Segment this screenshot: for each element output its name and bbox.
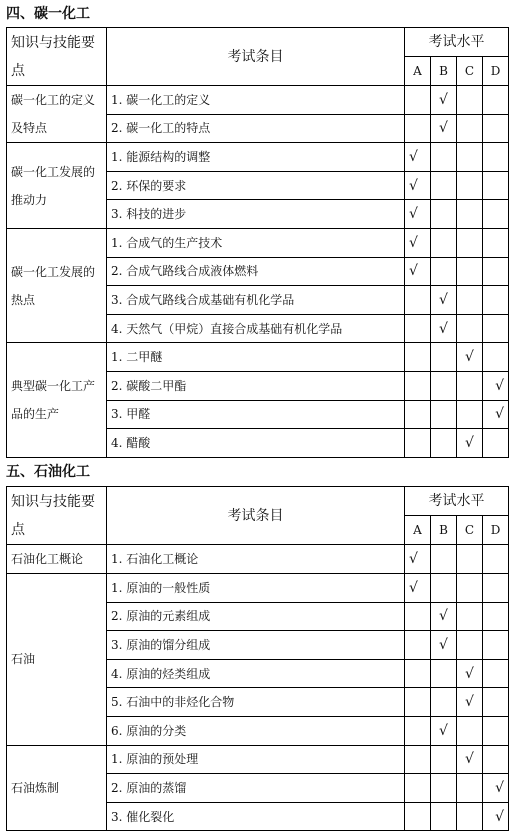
level-c-cell	[457, 602, 483, 631]
item-cell: 2. 原油的蒸馏	[107, 774, 405, 803]
level-d-cell	[483, 802, 509, 831]
item-cell: 1. 原油的预处理	[107, 745, 405, 774]
topic-cell: 石油炼制	[7, 745, 107, 831]
check-mark: √	[409, 579, 418, 596]
level-header: 考试水平	[405, 28, 509, 57]
topic-header: 知识与技能要点	[7, 487, 107, 545]
level-a-header: A	[405, 516, 431, 545]
check-mark: √	[465, 751, 474, 768]
item-cell: 2. 环保的要求	[107, 171, 405, 200]
level-d-cell	[483, 429, 509, 458]
level-d-cell	[483, 143, 509, 172]
level-a-cell	[405, 343, 431, 372]
table-row	[7, 143, 509, 172]
check-mark: √	[409, 263, 418, 280]
level-c-cell	[457, 802, 483, 831]
level-b-cell	[431, 802, 457, 831]
level-b-cell	[431, 228, 457, 257]
item-cell: 3. 合成气路线合成基础有机化学品	[107, 286, 405, 315]
level-b-cell	[431, 143, 457, 172]
level-c-cell	[457, 716, 483, 745]
check-mark: √	[409, 234, 418, 251]
level-b-cell	[431, 659, 457, 688]
level-d-cell	[483, 574, 509, 603]
level-c-cell	[457, 774, 483, 803]
level-b-cell	[431, 574, 457, 603]
level-b-cell	[431, 286, 457, 315]
section-5-title: 五、石油化工	[6, 464, 90, 480]
level-b-cell	[431, 314, 457, 343]
check-mark: √	[495, 377, 504, 394]
level-a-cell	[405, 631, 431, 660]
level-b-cell	[431, 171, 457, 200]
item-header: 考试条目	[107, 28, 405, 86]
item-cell: 1. 碳一化工的定义	[107, 86, 405, 115]
level-b-header: B	[431, 57, 457, 86]
level-c-cell	[457, 286, 483, 315]
level-a-cell	[405, 802, 431, 831]
level-d-cell	[483, 200, 509, 229]
level-c-header: C	[457, 57, 483, 86]
item-header: 考试条目	[107, 487, 405, 545]
item-cell: 1. 能源结构的调整	[107, 143, 405, 172]
level-a-cell	[405, 400, 431, 429]
item-cell: 3. 催化裂化	[107, 802, 405, 831]
item-cell: 2. 合成气路线合成液体燃料	[107, 257, 405, 286]
table-row	[7, 86, 509, 115]
level-c-cell	[457, 200, 483, 229]
level-d-cell	[483, 343, 509, 372]
check-mark: √	[465, 694, 474, 711]
item-cell: 2. 碳酸二甲酯	[107, 371, 405, 400]
level-d-cell	[483, 631, 509, 660]
check-mark: √	[439, 636, 448, 653]
check-mark: √	[409, 177, 418, 194]
level-a-cell	[405, 574, 431, 603]
check-mark: √	[439, 722, 448, 739]
level-d-header: D	[483, 516, 509, 545]
level-b-cell	[431, 631, 457, 660]
check-mark: √	[465, 349, 474, 366]
item-cell: 4. 原油的烃类组成	[107, 659, 405, 688]
topic-cell: 碳一化工发展的推动力	[7, 143, 107, 229]
level-header: 考试水平	[405, 487, 509, 516]
level-b-cell	[431, 545, 457, 574]
table-row	[7, 745, 509, 774]
item-cell: 1. 石油化工概论	[107, 545, 405, 574]
table-row	[7, 343, 509, 372]
section-4-title: 四、碳一化工	[6, 6, 90, 22]
header-row	[7, 487, 509, 516]
level-b-cell	[431, 745, 457, 774]
level-d-cell	[483, 228, 509, 257]
topic-cell: 石油化工概论	[7, 545, 107, 574]
level-d-cell	[483, 602, 509, 631]
item-cell: 2. 原油的元素组成	[107, 602, 405, 631]
level-b-header: B	[431, 516, 457, 545]
level-d-cell	[483, 257, 509, 286]
level-d-cell	[483, 371, 509, 400]
level-d-cell	[483, 659, 509, 688]
level-b-cell	[431, 602, 457, 631]
level-a-cell	[405, 257, 431, 286]
item-cell: 3. 原油的馏分组成	[107, 631, 405, 660]
level-c-cell	[457, 314, 483, 343]
level-d-cell	[483, 114, 509, 143]
level-d-cell	[483, 688, 509, 717]
level-b-cell	[431, 688, 457, 717]
level-a-cell	[405, 659, 431, 688]
topic-cell: 碳一化工发展的热点	[7, 228, 107, 342]
level-a-cell	[405, 314, 431, 343]
item-cell: 1. 原油的一般性质	[107, 574, 405, 603]
level-d-header: D	[483, 57, 509, 86]
level-c-cell	[457, 114, 483, 143]
topic-cell: 典型碳一化工产品的生产	[7, 343, 107, 457]
header-row	[7, 28, 509, 57]
check-mark: √	[439, 291, 448, 308]
level-b-cell	[431, 400, 457, 429]
item-cell: 6. 原油的分类	[107, 716, 405, 745]
check-mark: √	[409, 206, 418, 223]
level-b-cell	[431, 86, 457, 115]
item-cell: 3. 科技的进步	[107, 200, 405, 229]
level-a-cell	[405, 745, 431, 774]
level-c-cell	[457, 228, 483, 257]
level-c-cell	[457, 745, 483, 774]
level-a-cell	[405, 774, 431, 803]
level-c-cell	[457, 257, 483, 286]
check-mark: √	[439, 120, 448, 137]
level-b-cell	[431, 371, 457, 400]
level-a-cell	[405, 545, 431, 574]
check-mark: √	[495, 406, 504, 423]
check-mark: √	[495, 808, 504, 825]
level-d-cell	[483, 716, 509, 745]
table-row	[7, 228, 509, 257]
level-a-cell	[405, 602, 431, 631]
item-cell: 2. 碳一化工的特点	[107, 114, 405, 143]
standards-table-petrochemical	[6, 486, 509, 831]
standards-table-carbon-one	[6, 27, 509, 458]
topic-cell: 碳一化工的定义及特点	[7, 86, 107, 143]
level-b-cell	[431, 343, 457, 372]
level-d-cell	[483, 774, 509, 803]
check-mark: √	[495, 779, 504, 796]
item-cell: 5. 石油中的非烃化合物	[107, 688, 405, 717]
level-c-cell	[457, 143, 483, 172]
item-cell: 4. 醋酸	[107, 429, 405, 458]
level-d-cell	[483, 171, 509, 200]
check-mark: √	[439, 608, 448, 625]
table-row	[7, 574, 509, 603]
level-c-cell	[457, 545, 483, 574]
level-a-cell	[405, 429, 431, 458]
check-mark: √	[439, 320, 448, 337]
topic-header: 知识与技能要点	[7, 28, 107, 86]
level-b-cell	[431, 114, 457, 143]
level-a-cell	[405, 143, 431, 172]
table-row	[7, 545, 509, 574]
level-c-cell	[457, 574, 483, 603]
item-cell: 1. 二甲醚	[107, 343, 405, 372]
level-c-cell	[457, 659, 483, 688]
level-c-cell	[457, 343, 483, 372]
level-c-cell	[457, 86, 483, 115]
level-c-cell	[457, 400, 483, 429]
level-a-cell	[405, 286, 431, 315]
topic-cell: 石油	[7, 574, 107, 746]
item-cell: 3. 甲醛	[107, 400, 405, 429]
level-c-cell	[457, 688, 483, 717]
level-c-header: C	[457, 516, 483, 545]
level-d-cell	[483, 286, 509, 315]
level-c-cell	[457, 371, 483, 400]
level-a-cell	[405, 371, 431, 400]
item-cell: 1. 合成气的生产技术	[107, 228, 405, 257]
check-mark: √	[409, 551, 418, 567]
level-a-cell	[405, 114, 431, 143]
level-b-cell	[431, 716, 457, 745]
check-mark: √	[465, 665, 474, 682]
level-a-cell	[405, 171, 431, 200]
item-cell: 4. 天然气（甲烷）直接合成基础有机化学品	[107, 314, 405, 343]
level-d-cell	[483, 400, 509, 429]
level-d-cell	[483, 745, 509, 774]
level-a-cell	[405, 200, 431, 229]
level-b-cell	[431, 257, 457, 286]
level-b-cell	[431, 774, 457, 803]
check-mark: √	[409, 148, 418, 165]
check-mark: √	[439, 91, 448, 108]
check-mark: √	[465, 434, 474, 451]
level-c-cell	[457, 631, 483, 660]
level-b-cell	[431, 200, 457, 229]
level-a-header: A	[405, 57, 431, 86]
level-c-cell	[457, 429, 483, 458]
level-c-cell	[457, 171, 483, 200]
level-d-cell	[483, 314, 509, 343]
level-d-cell	[483, 86, 509, 115]
level-b-cell	[431, 429, 457, 458]
level-a-cell	[405, 716, 431, 745]
level-a-cell	[405, 228, 431, 257]
level-a-cell	[405, 86, 431, 115]
level-d-cell	[483, 545, 509, 574]
level-a-cell	[405, 688, 431, 717]
